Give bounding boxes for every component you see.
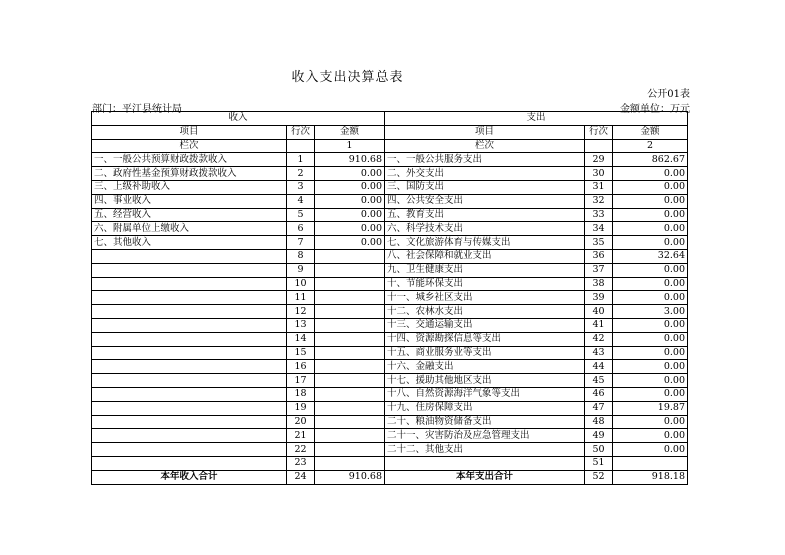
income-amount-cell bbox=[315, 249, 385, 263]
table-row bbox=[92, 387, 688, 401]
income-amount-cell bbox=[315, 429, 385, 443]
income-line-cell: 17 bbox=[287, 374, 315, 388]
expense-item-cell: 七、文化旅游体育与传媒支出 bbox=[385, 236, 585, 250]
expense-total-label: 本年支出合计 bbox=[385, 470, 585, 484]
income-item-cell bbox=[92, 360, 287, 374]
expense-line-cell: 34 bbox=[585, 222, 613, 236]
income-line-cell: 9 bbox=[287, 263, 315, 277]
income-amount-cell: 0.00 bbox=[315, 180, 385, 194]
expense-item-cell: 二十二、其他支出 bbox=[385, 443, 585, 457]
income-line-cell: 8 bbox=[287, 249, 315, 263]
expense-item-cell: 十六、金融支出 bbox=[385, 360, 585, 374]
expense-amount-cell: 0.00 bbox=[613, 236, 688, 250]
expense-item-cell: 十二、农林水支出 bbox=[385, 305, 585, 319]
expense-line-cell: 38 bbox=[585, 277, 613, 291]
income-line-cell: 22 bbox=[287, 443, 315, 457]
income-line-cell: 6 bbox=[287, 222, 315, 236]
expense-amount-cell: 0.00 bbox=[613, 208, 688, 222]
expense-total-amount: 918.18 bbox=[613, 470, 688, 484]
income-line-cell: 16 bbox=[287, 360, 315, 374]
income-item-cell: 七、其他收入 bbox=[92, 236, 287, 250]
table-row bbox=[92, 346, 688, 360]
income-amount-cell bbox=[315, 291, 385, 305]
income-item-cell bbox=[92, 429, 287, 443]
income-item-cell bbox=[92, 346, 287, 360]
income-line-cell: 5 bbox=[287, 208, 315, 222]
expense-amount-cell bbox=[613, 456, 688, 470]
income-line-cell: 14 bbox=[287, 332, 315, 346]
expense-line-cell: 46 bbox=[585, 387, 613, 401]
expense-amount-cell: 0.00 bbox=[613, 387, 688, 401]
expense-amount-cell: 0.00 bbox=[613, 222, 688, 236]
column-header-row bbox=[92, 125, 688, 139]
income-amount-cell: 0.00 bbox=[315, 208, 385, 222]
expense-line-cell: 35 bbox=[585, 236, 613, 250]
income-amount-cell bbox=[315, 332, 385, 346]
expense-line-cell: 40 bbox=[585, 305, 613, 319]
income-amount-header: 金额 bbox=[315, 125, 385, 139]
expense-item-cell: 二十一、灾害防治及应急管理支出 bbox=[385, 429, 585, 443]
table-row bbox=[92, 249, 688, 263]
expense-amount-cell: 0.00 bbox=[613, 332, 688, 346]
income-amount-cell: 0.00 bbox=[315, 236, 385, 250]
table-row bbox=[92, 456, 688, 470]
income-line-cell: 2 bbox=[287, 167, 315, 181]
income-line-cell: 7 bbox=[287, 236, 315, 250]
income-line-cell: 4 bbox=[287, 194, 315, 208]
income-amount-cell bbox=[315, 387, 385, 401]
table-row bbox=[92, 291, 688, 305]
expense-line-header: 行次 bbox=[585, 125, 613, 139]
expense-item-cell: 十九、住房保障支出 bbox=[385, 401, 585, 415]
income-total-amount: 910.68 bbox=[315, 470, 385, 484]
expense-amount-cell: 0.00 bbox=[613, 277, 688, 291]
expense-line-cell: 42 bbox=[585, 332, 613, 346]
expense-line-cell: 33 bbox=[585, 208, 613, 222]
income-line-cell: 12 bbox=[287, 305, 315, 319]
table-row bbox=[92, 153, 688, 167]
form-number: 公开01表 bbox=[647, 89, 690, 100]
income-item-cell: 一、一般公共预算财政拨款收入 bbox=[92, 153, 287, 167]
income-line-cell: 21 bbox=[287, 429, 315, 443]
expense-line-cell: 43 bbox=[585, 346, 613, 360]
income-item-header: 项目 bbox=[92, 125, 287, 139]
income-line-cell: 10 bbox=[287, 277, 315, 291]
income-item-cell bbox=[92, 318, 287, 332]
table-row bbox=[92, 429, 688, 443]
expense-amount-cell: 3.00 bbox=[613, 305, 688, 319]
expense-amount-cell: 0.00 bbox=[613, 194, 688, 208]
income-line-cell: 18 bbox=[287, 387, 315, 401]
income-amount-cell: 0.00 bbox=[315, 222, 385, 236]
column-index-row bbox=[92, 139, 688, 153]
expense-item-cell: 四、公共安全支出 bbox=[385, 194, 585, 208]
income-section-header: 收入 bbox=[92, 112, 385, 126]
department-label: 部门：平江县统计局 bbox=[92, 104, 182, 115]
income-line-cell: 11 bbox=[287, 291, 315, 305]
table-row bbox=[92, 180, 688, 194]
expense-line-cell: 37 bbox=[585, 263, 613, 277]
income-amount-cell bbox=[315, 277, 385, 291]
expense-item-cell: 三、国防支出 bbox=[385, 180, 585, 194]
income-item-cell bbox=[92, 401, 287, 415]
expense-amount-cell: 0.00 bbox=[613, 443, 688, 457]
expense-line-cell: 48 bbox=[585, 415, 613, 429]
expense-item-cell: 十、节能环保支出 bbox=[385, 277, 585, 291]
income-amount-cell bbox=[315, 374, 385, 388]
income-item-cell bbox=[92, 332, 287, 346]
table-row bbox=[92, 318, 688, 332]
expense-amount-cell: 19.87 bbox=[613, 401, 688, 415]
income-line-cell: 19 bbox=[287, 401, 315, 415]
expense-line-cell: 50 bbox=[585, 443, 613, 457]
expense-item-cell: 一、一般公共服务支出 bbox=[385, 153, 585, 167]
expense-line-cell: 39 bbox=[585, 291, 613, 305]
income-amount-cell bbox=[315, 456, 385, 470]
expense-column-index: 2 bbox=[613, 139, 688, 153]
income-total-line: 24 bbox=[287, 470, 315, 484]
expense-line-cell: 32 bbox=[585, 194, 613, 208]
income-amount-cell bbox=[315, 318, 385, 332]
income-amount-cell bbox=[315, 263, 385, 277]
income-item-cell: 三、上级补助收入 bbox=[92, 180, 287, 194]
expense-amount-cell: 862.67 bbox=[613, 153, 688, 167]
income-amount-cell: 0.00 bbox=[315, 194, 385, 208]
expense-item-cell: 十四、资源勘探信息等支出 bbox=[385, 332, 585, 346]
expense-line-cell: 51 bbox=[585, 456, 613, 470]
income-item-cell bbox=[92, 277, 287, 291]
expense-amount-cell: 0.00 bbox=[613, 167, 688, 181]
expense-amount-cell: 32.64 bbox=[613, 249, 688, 263]
income-amount-cell bbox=[315, 443, 385, 457]
section-header-row bbox=[92, 112, 688, 126]
expense-amount-cell: 0.00 bbox=[613, 180, 688, 194]
expense-line-cell: 41 bbox=[585, 318, 613, 332]
table-row bbox=[92, 443, 688, 457]
expense-line-cell: 49 bbox=[585, 429, 613, 443]
expense-line-cell: 29 bbox=[585, 153, 613, 167]
expense-line-cell: 47 bbox=[585, 401, 613, 415]
income-amount-cell bbox=[315, 415, 385, 429]
income-amount-cell bbox=[315, 401, 385, 415]
income-item-cell: 六、附属单位上缴收入 bbox=[92, 222, 287, 236]
table-row bbox=[92, 374, 688, 388]
expense-item-cell: 二十、粮油物资储备支出 bbox=[385, 415, 585, 429]
income-item-cell bbox=[92, 374, 287, 388]
expense-line-cell: 44 bbox=[585, 360, 613, 374]
expense-item-cell: 六、科学技术支出 bbox=[385, 222, 585, 236]
income-item-cell bbox=[92, 263, 287, 277]
table-row bbox=[92, 236, 688, 250]
totals-row bbox=[92, 470, 688, 484]
table-row bbox=[92, 167, 688, 181]
table-row bbox=[92, 277, 688, 291]
expense-amount-cell: 0.00 bbox=[613, 346, 688, 360]
table-row bbox=[92, 222, 688, 236]
expense-amount-cell: 0.00 bbox=[613, 291, 688, 305]
income-amount-cell: 910.68 bbox=[315, 153, 385, 167]
income-line-cell: 23 bbox=[287, 456, 315, 470]
table-row bbox=[92, 194, 688, 208]
report-title: 收入支出决算总表 bbox=[291, 70, 404, 85]
expense-line-cell: 45 bbox=[585, 374, 613, 388]
expense-item-cell: 二、外交支出 bbox=[385, 167, 585, 181]
income-line-cell: 3 bbox=[287, 180, 315, 194]
income-column-blank bbox=[287, 139, 315, 153]
income-item-cell bbox=[92, 387, 287, 401]
income-item-cell bbox=[92, 443, 287, 457]
expense-item-cell: 十八、自然资源海洋气象等支出 bbox=[385, 387, 585, 401]
table-row bbox=[92, 360, 688, 374]
table-row bbox=[92, 415, 688, 429]
expense-amount-header: 金额 bbox=[613, 125, 688, 139]
income-amount-cell: 0.00 bbox=[315, 167, 385, 181]
income-amount-cell bbox=[315, 305, 385, 319]
expense-item-cell: 十七、援助其他地区支出 bbox=[385, 374, 585, 388]
table-row bbox=[92, 401, 688, 415]
income-item-cell bbox=[92, 456, 287, 470]
income-item-cell: 四、事业收入 bbox=[92, 194, 287, 208]
income-line-cell: 1 bbox=[287, 153, 315, 167]
expense-amount-cell: 0.00 bbox=[613, 360, 688, 374]
expense-column-blank bbox=[585, 139, 613, 153]
income-item-cell: 五、经营收入 bbox=[92, 208, 287, 222]
table-row bbox=[92, 305, 688, 319]
expense-section-header: 支出 bbox=[385, 112, 688, 126]
table-row bbox=[92, 263, 688, 277]
income-column-index: 1 bbox=[315, 139, 385, 153]
expense-total-line: 52 bbox=[585, 470, 613, 484]
expense-column-label: 栏次 bbox=[385, 139, 585, 153]
expense-item-header: 项目 bbox=[385, 125, 585, 139]
expense-item-cell: 八、社会保障和就业支出 bbox=[385, 249, 585, 263]
table-row bbox=[92, 332, 688, 346]
income-item-cell bbox=[92, 249, 287, 263]
income-total-label: 本年收入合计 bbox=[92, 470, 287, 484]
income-column-label: 栏次 bbox=[92, 139, 287, 153]
income-line-cell: 15 bbox=[287, 346, 315, 360]
expense-item-cell: 十一、城乡社区支出 bbox=[385, 291, 585, 305]
income-item-cell: 二、政府性基金预算财政拨款收入 bbox=[92, 167, 287, 181]
expense-amount-cell: 0.00 bbox=[613, 429, 688, 443]
table-row bbox=[92, 208, 688, 222]
income-item-cell bbox=[92, 305, 287, 319]
expense-amount-cell: 0.00 bbox=[613, 374, 688, 388]
expense-item-cell: 十五、商业服务业等支出 bbox=[385, 346, 585, 360]
expense-amount-cell: 0.00 bbox=[613, 415, 688, 429]
income-item-cell bbox=[92, 291, 287, 305]
expense-line-cell: 36 bbox=[585, 249, 613, 263]
expense-line-cell: 31 bbox=[585, 180, 613, 194]
income-item-cell bbox=[92, 415, 287, 429]
expense-item-cell: 十三、交通运输支出 bbox=[385, 318, 585, 332]
expense-item-cell: 五、教育支出 bbox=[385, 208, 585, 222]
income-line-cell: 13 bbox=[287, 318, 315, 332]
expense-item-cell bbox=[385, 456, 585, 470]
income-line-header: 行次 bbox=[287, 125, 315, 139]
expense-amount-cell: 0.00 bbox=[613, 318, 688, 332]
expense-item-cell: 九、卫生健康支出 bbox=[385, 263, 585, 277]
unit-label: 金额单位：万元 bbox=[620, 104, 690, 115]
expense-line-cell: 30 bbox=[585, 167, 613, 181]
income-amount-cell bbox=[315, 360, 385, 374]
income-amount-cell bbox=[315, 346, 385, 360]
income-expense-table bbox=[91, 111, 688, 485]
expense-amount-cell: 0.00 bbox=[613, 263, 688, 277]
income-line-cell: 20 bbox=[287, 415, 315, 429]
